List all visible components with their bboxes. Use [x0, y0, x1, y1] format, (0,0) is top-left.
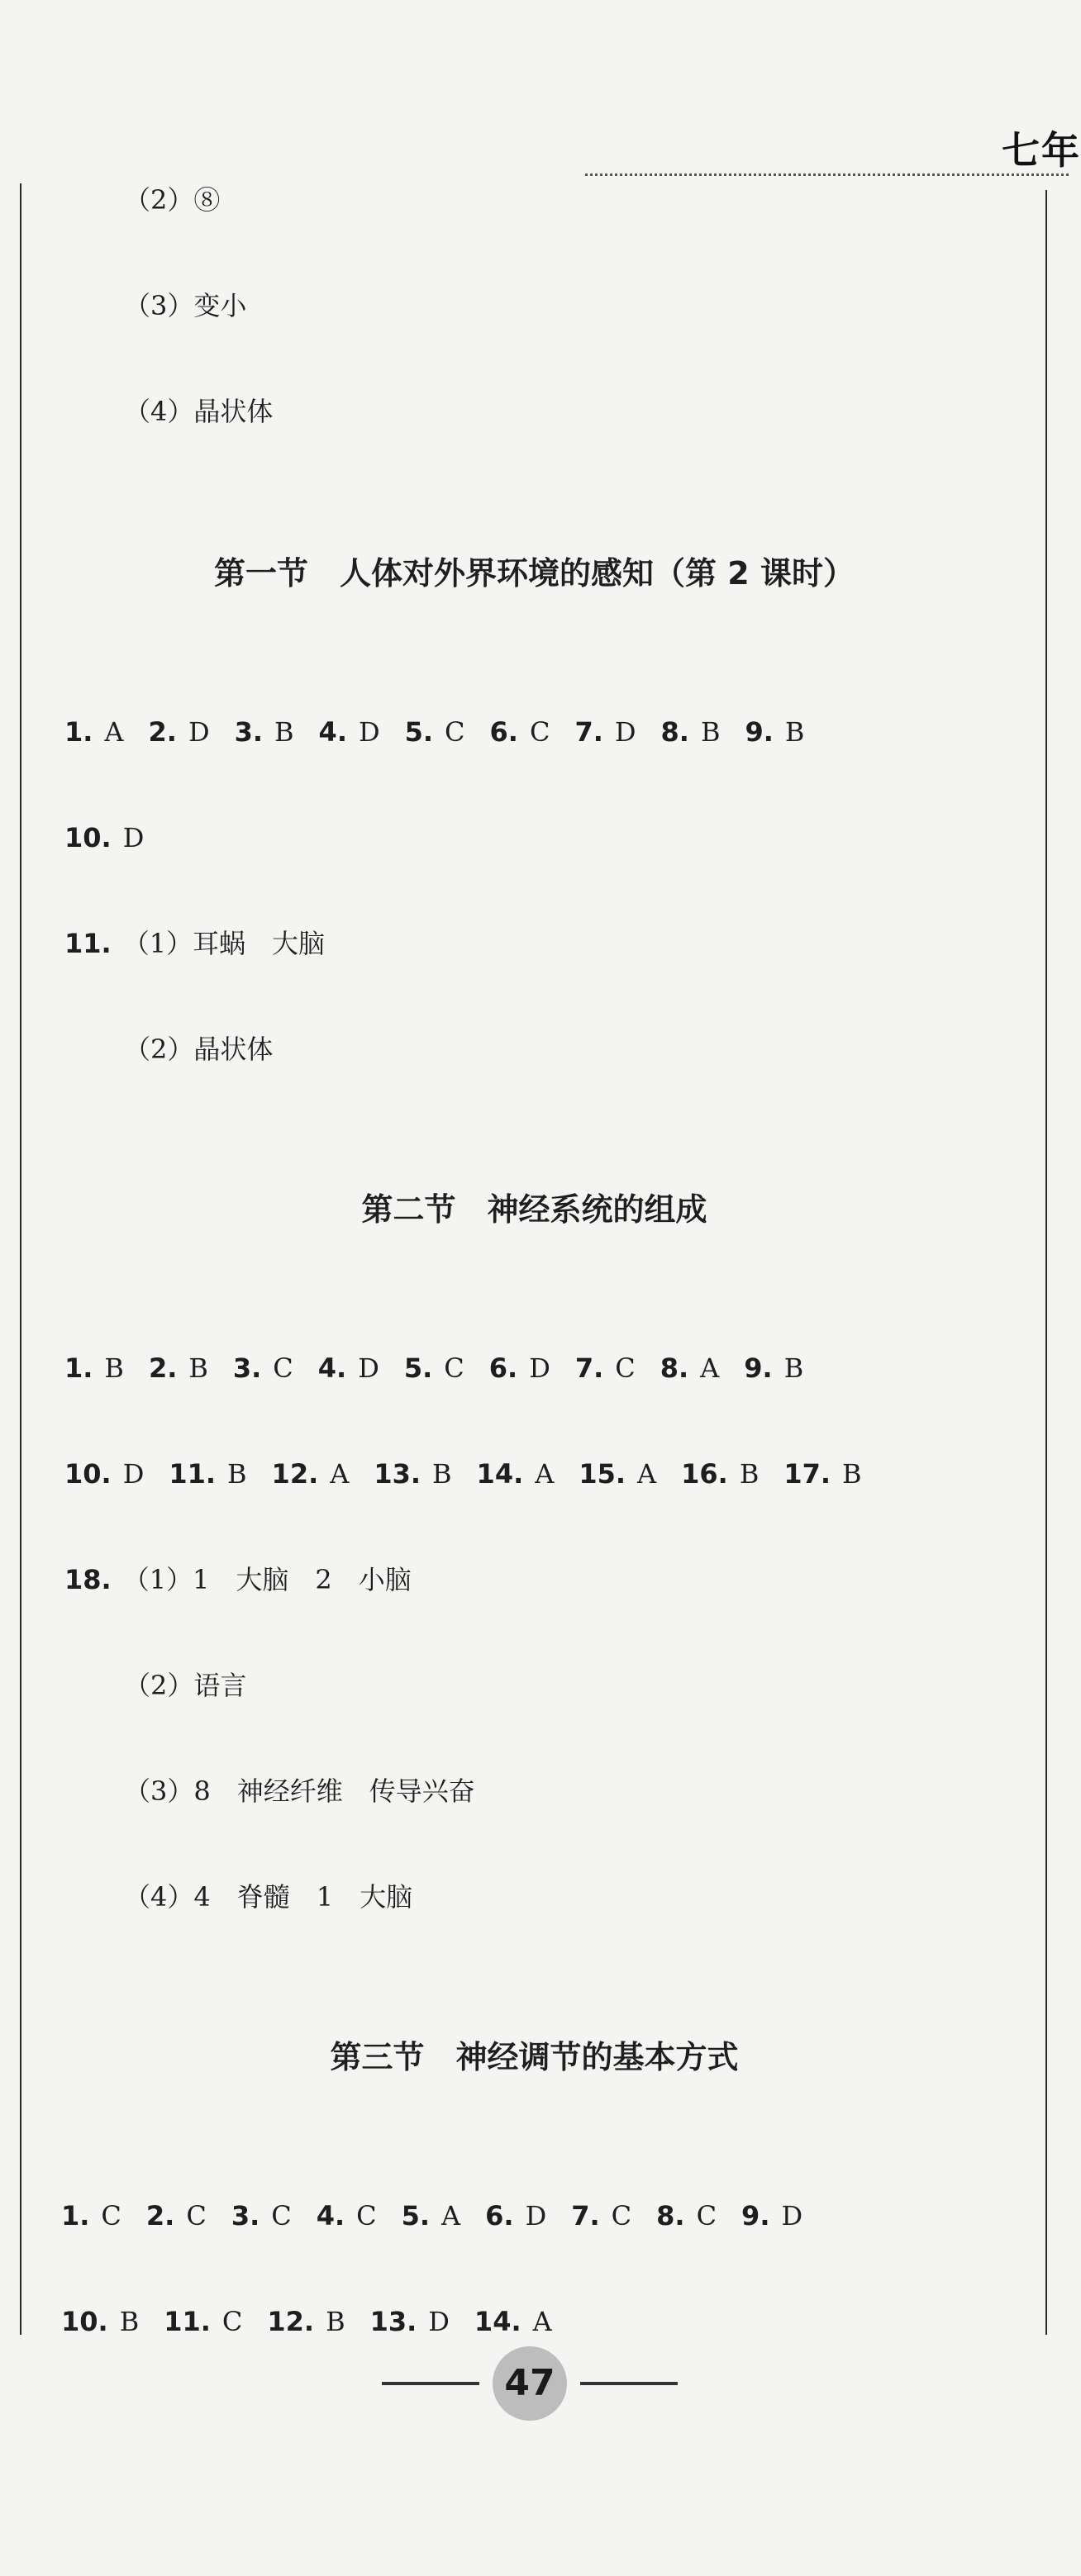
question-number: 16. — [681, 1458, 728, 1490]
answer-item — [661, 716, 745, 748]
question-number: 1. — [64, 716, 93, 748]
answer-choice: B — [700, 716, 721, 748]
answer-choice: B — [432, 1458, 452, 1490]
question-number: 11. — [164, 2306, 211, 2337]
answer-item — [574, 716, 660, 748]
answer-choice: D — [188, 716, 210, 748]
answer-item — [146, 2200, 231, 2231]
question-number: 11. — [64, 928, 112, 959]
section-1-answers-row-2 — [64, 821, 169, 854]
question-number: 3. — [234, 716, 264, 748]
question-number: 9. — [745, 716, 774, 748]
page-footer — [0, 2346, 1069, 2421]
answer-item — [485, 2200, 571, 2231]
section-1-question-11 — [64, 927, 325, 960]
answer-choice: D — [614, 716, 636, 748]
answer-item — [741, 2200, 827, 2231]
answer-choice: C — [271, 2200, 292, 2231]
answer-choice: D — [122, 822, 145, 853]
answer-choice: B — [739, 1458, 760, 1490]
answer-item — [272, 1458, 374, 1490]
answer-item — [489, 1352, 575, 1384]
answer-item — [169, 1458, 271, 1490]
question-number: 4. — [318, 716, 347, 748]
answer-choice: D — [529, 1352, 550, 1384]
answer-item — [477, 1458, 579, 1490]
answer-choice: B — [119, 2306, 140, 2337]
answer-item — [64, 716, 149, 748]
question-number: 7. — [571, 2200, 600, 2231]
question-number: 15. — [579, 1458, 626, 1490]
question-number: 7. — [574, 716, 603, 748]
question-number: 2. — [148, 716, 177, 748]
question-number: 18. — [64, 1564, 112, 1595]
answer-item — [579, 1458, 681, 1490]
answer-item — [404, 1352, 489, 1384]
answer-item — [744, 1352, 828, 1384]
question-number: 2. — [145, 2200, 175, 2231]
section-2-question-18-part-4: （4）4 脊髓 1 大脑 — [124, 1881, 413, 1913]
answer-choice: B — [842, 1458, 862, 1490]
answer-item — [149, 716, 235, 748]
right-border-line — [1045, 190, 1047, 2335]
grade-tag: 七年 — [1002, 128, 1081, 173]
answer-choice: B — [274, 716, 294, 748]
answer-item — [490, 716, 575, 748]
answer-choice: A — [637, 1458, 657, 1490]
answer-item — [164, 2306, 267, 2337]
answer-choice: A — [532, 2306, 552, 2337]
question-number: 8. — [660, 1352, 689, 1384]
answer-item — [474, 2306, 577, 2337]
answer-choice: C — [696, 2200, 717, 2231]
answer-choice: C — [444, 1352, 464, 1384]
answer-choice: C — [611, 2200, 632, 2231]
question-number: 5. — [403, 1352, 433, 1384]
question-number: 3. — [231, 2200, 260, 2231]
answer-choice: A — [104, 716, 124, 748]
answer-item — [571, 2200, 656, 2231]
question-number: 5. — [401, 2200, 431, 2231]
question-number: 1. — [61, 2200, 90, 2231]
answer-item — [64, 822, 169, 853]
top-item-3: （3）变小 — [124, 290, 247, 321]
answer-choice: B — [104, 1352, 124, 1384]
answer-item — [64, 1352, 149, 1384]
section-2-title: 第二节 神经系统的组成 — [361, 1191, 707, 1228]
answer-choice: A — [330, 1458, 350, 1490]
answer-item — [745, 716, 829, 748]
question-number: 6. — [488, 1352, 518, 1384]
question-number: 4. — [317, 1352, 347, 1384]
question-number: 14. — [474, 2306, 521, 2337]
footer-rule-left — [382, 2382, 479, 2385]
page-number-badge: 47 — [493, 2346, 567, 2421]
answer-choice: B — [227, 1458, 247, 1490]
section-2-question-18-part-2: （2）语言 — [124, 1670, 247, 1701]
question-number: 10. — [61, 2306, 108, 2337]
question-number: 6. — [489, 716, 518, 748]
top-item-2: （2）⑧ — [124, 184, 221, 216]
answer-choice: C — [273, 1352, 293, 1384]
answer-item — [233, 1352, 318, 1384]
question-number: 12. — [267, 2306, 315, 2337]
question-number: 5. — [404, 716, 434, 748]
answer-item — [267, 2306, 369, 2337]
question-number: 8. — [660, 716, 689, 748]
answer-item — [318, 1352, 404, 1384]
header-dotted-rule — [585, 173, 1069, 176]
question-number: 7. — [574, 1352, 604, 1384]
section-2-question-18-part-3: （3）8 神经纤维 传导兴奋 — [124, 1775, 475, 1807]
sub-answer: （1）耳蜗 大脑 — [122, 928, 326, 959]
answer-item — [231, 2200, 317, 2231]
section-1-question-11-part-2: （2）晶状体 — [124, 1034, 274, 1065]
answer-item — [656, 2200, 741, 2231]
question-number: 11. — [169, 1458, 217, 1490]
sub-answer: （1）1 大脑 2 小脑 — [122, 1564, 412, 1595]
answer-choice: C — [101, 2200, 121, 2231]
answer-choice: A — [441, 2200, 461, 2231]
answer-item — [405, 716, 490, 748]
answer-item — [575, 1352, 660, 1384]
answer-item — [61, 2306, 164, 2337]
question-number: 10. — [64, 822, 112, 853]
question-number: 4. — [316, 2200, 345, 2231]
section-2-question-18 — [64, 1563, 412, 1596]
answer-choice: D — [122, 1458, 145, 1490]
answer-item — [319, 716, 405, 748]
answer-choice: C — [529, 716, 550, 748]
answer-choice: C — [615, 1352, 636, 1384]
answer-choice: C — [186, 2200, 207, 2231]
question-number: 1. — [64, 1352, 93, 1384]
section-2-answers-row-1 — [64, 1352, 828, 1385]
answer-choice: D — [358, 1352, 379, 1384]
section-1-answers-row-1 — [64, 715, 829, 749]
section-3-answers-row-1 — [61, 2199, 827, 2232]
answer-item — [235, 716, 319, 748]
question-number: 12. — [271, 1458, 319, 1490]
left-border-line — [20, 183, 21, 2335]
answer-choice: D — [781, 2200, 803, 2231]
answer-choice: C — [445, 716, 465, 748]
question-number: 10. — [64, 1458, 112, 1490]
answer-choice: B — [326, 2306, 345, 2337]
question-number: 17. — [783, 1458, 831, 1490]
answer-choice: A — [700, 1352, 720, 1384]
answer-choice: B — [188, 1352, 208, 1384]
answer-item — [374, 1458, 476, 1490]
answer-choice: C — [221, 2306, 243, 2337]
answer-item — [64, 1458, 169, 1490]
answer-choice: C — [356, 2200, 377, 2231]
question-number: 14. — [476, 1458, 524, 1490]
answer-choice: B — [783, 1352, 804, 1384]
footer-rule-right — [580, 2382, 678, 2385]
section-2-answers-row-2 — [64, 1457, 887, 1490]
question-number: 9. — [744, 1352, 773, 1384]
top-item-4: （4）晶状体 — [124, 396, 274, 427]
answer-item — [149, 1352, 233, 1384]
answer-item — [317, 2200, 402, 2231]
section-3-answers-row-2 — [61, 2305, 577, 2338]
section-1-title: 第一节 人体对外界环境的感知（第 2 课时） — [214, 555, 855, 592]
answer-item — [402, 2200, 486, 2231]
question-number: 13. — [374, 1458, 421, 1490]
question-number: 3. — [232, 1352, 262, 1384]
answer-choice: D — [525, 2200, 547, 2231]
answer-choice: B — [784, 716, 805, 748]
answer-choice: D — [428, 2306, 450, 2337]
question-number: 13. — [369, 2306, 417, 2337]
answer-choice: A — [535, 1458, 555, 1490]
question-number: 2. — [148, 1352, 178, 1384]
answer-item — [783, 1458, 886, 1490]
question-number: 9. — [741, 2200, 770, 2231]
answer-item — [370, 2306, 474, 2337]
section-3-title: 第三节 神经调节的基本方式 — [330, 2039, 739, 2075]
answer-choice: D — [358, 716, 380, 748]
question-number: 8. — [656, 2200, 685, 2231]
question-number: 6. — [485, 2200, 514, 2231]
answer-item — [660, 1352, 745, 1384]
answer-item — [61, 2200, 146, 2231]
answer-item — [681, 1458, 783, 1490]
